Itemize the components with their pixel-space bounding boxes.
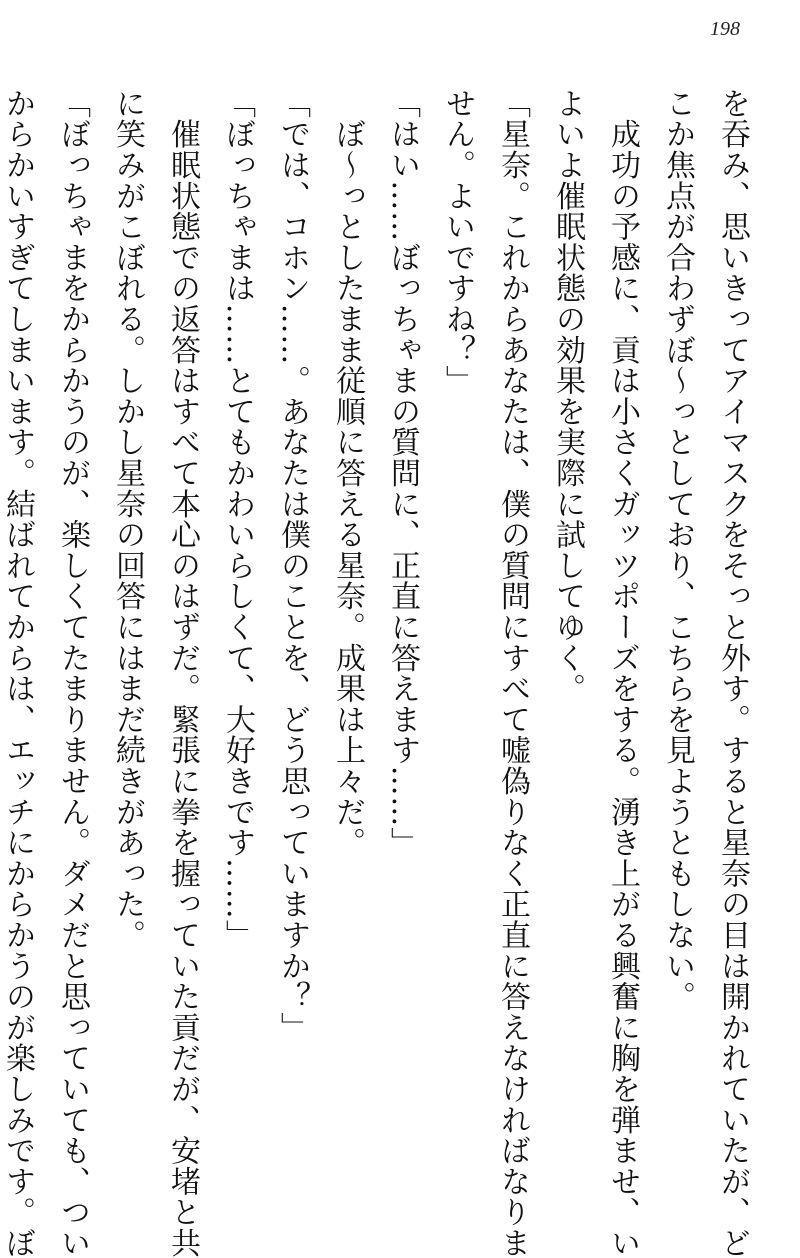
text-line: よいよ催眠状態の効果を実際に試してゆく。 bbox=[550, 88, 585, 704]
text-line: こか焦点が合わずぼ～っとしており、こちらを見ようともしない。 bbox=[660, 88, 695, 1012]
text-line: 「ぼっちゃまは……とてもかわいらしくて、大好きです……」 bbox=[220, 88, 255, 951]
text-line: からかいすぎてしまいます。結ばれてからは、エッチにからかうのが楽しみです。ぼ bbox=[0, 88, 35, 1258]
page-number: 198 bbox=[710, 18, 740, 40]
text-line: に笑みがこぼれる。しかし星奈の回答にはまだ続きがあった。 bbox=[110, 88, 145, 951]
text-line: 「では、コホン……。あなたは僕のことを、どう思っていますか？」 bbox=[275, 88, 310, 1043]
text-line: 「ぼっちゃまをからかうのが、楽しくてたまりません。ダメだと思っていても、つい bbox=[55, 88, 90, 1258]
vertical-text-body bbox=[0, 88, 760, 1258]
text-line: を吞み、思いきってアイマスクをそっと外す。すると星奈の目は開かれていたが、ど bbox=[715, 88, 750, 1258]
text-line: 「はい……ぼっちゃまの質問に、正直に答えます……」 bbox=[385, 88, 420, 858]
text-line: せん。よいですね？」 bbox=[440, 88, 475, 396]
text-line: 催眠状態での返答はすべて本心のはずだ。緊張に拳を握っていた貢だが、安堵と共 bbox=[165, 88, 200, 1258]
text-line: ぼ～っとしたまま従順に答える星奈。成果は上々だ。 bbox=[330, 88, 365, 858]
text-line: 「星奈。これからあなたは、僕の質問にすべて嘘偽りなく正直に答えなければなりま bbox=[495, 88, 530, 1258]
text-line: 成功の予感に、貢は小さくガッツポーズをする。湧き上がる興奮に胸を弾ませ、い bbox=[605, 88, 640, 1258]
